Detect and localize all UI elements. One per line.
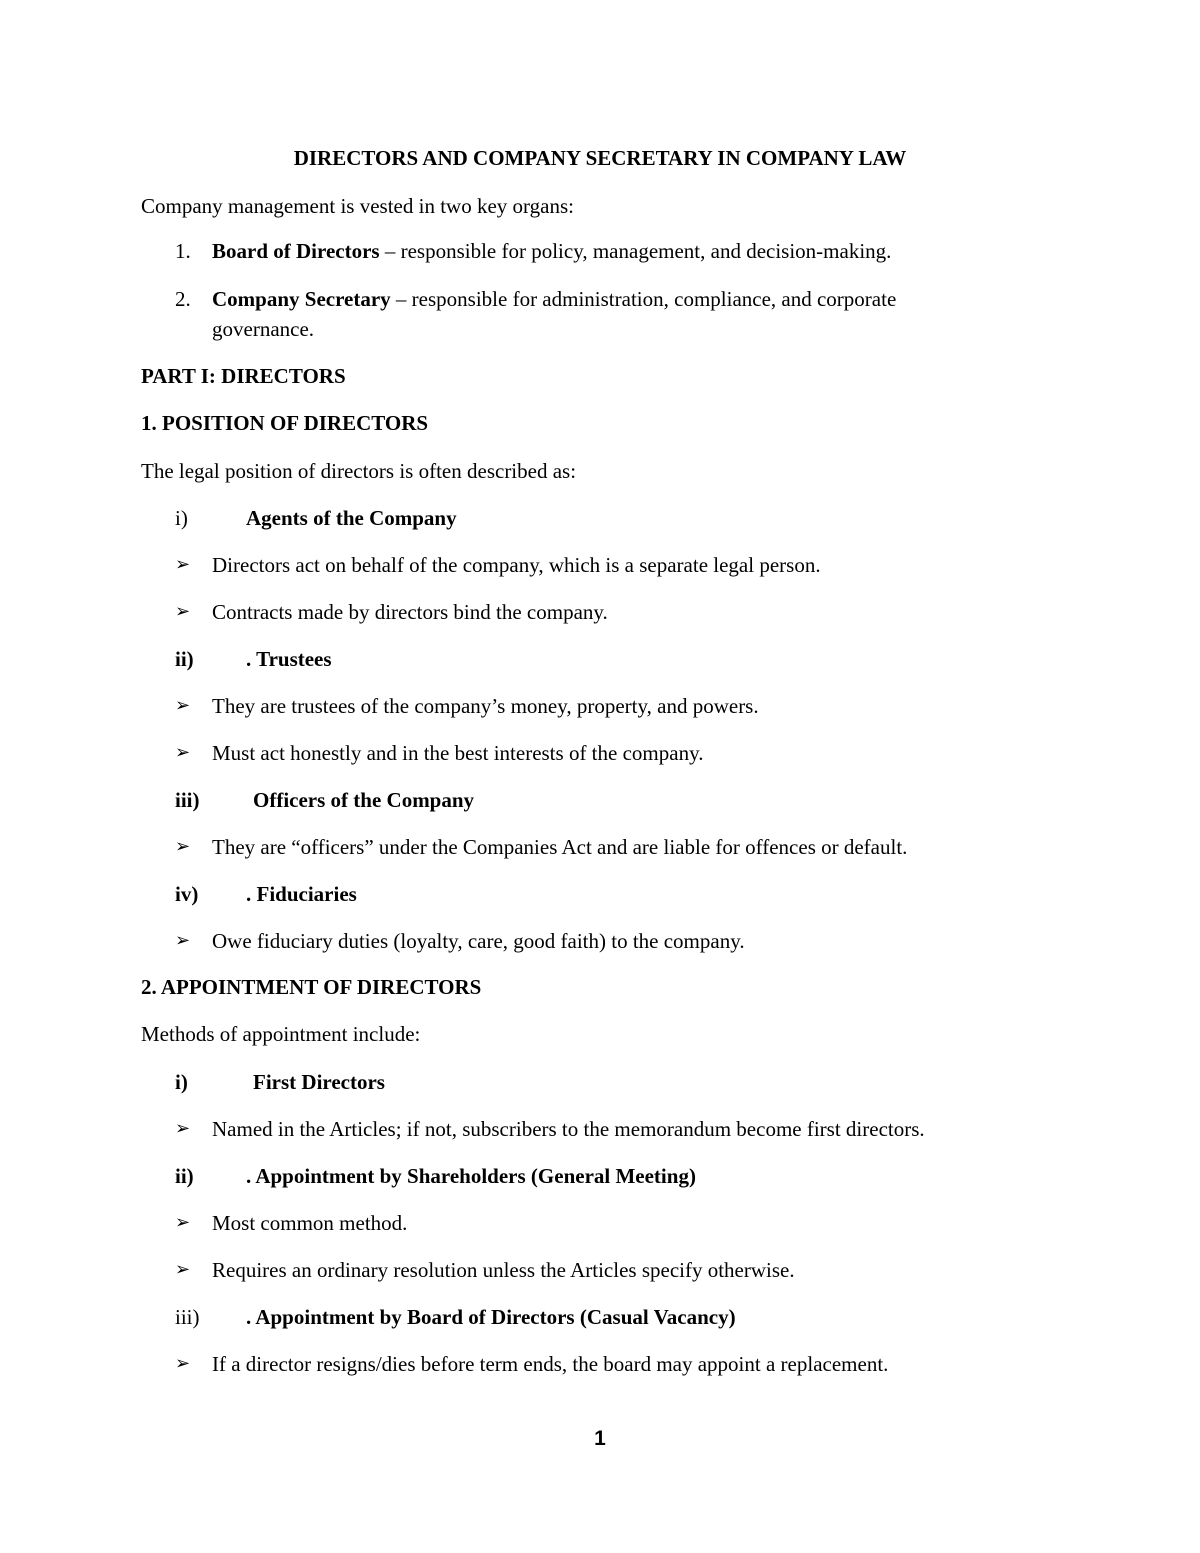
arrow-bullet-icon: ➢ — [175, 836, 191, 857]
subheading: . Fiduciaries — [246, 882, 357, 906]
section-intro: Methods of appointment include: — [141, 1022, 421, 1046]
arrow-bullet-icon: ➢ — [175, 1259, 191, 1280]
organ-item-secretary — [212, 285, 896, 313]
bullet-text: Contracts made by directors bind the company. — [212, 600, 608, 624]
bullet-text: They are “officers” under the Companies Act and are liable for offences or default. — [212, 835, 908, 859]
arrow-bullet-icon: ➢ — [175, 1212, 191, 1233]
organ-term: Company Secretary — [212, 287, 391, 311]
bullet-text: Most common method. — [212, 1211, 408, 1235]
arrow-bullet-icon: ➢ — [175, 1118, 191, 1139]
arrow-bullet-icon: ➢ — [175, 601, 191, 622]
roman-numeral: iv) — [175, 882, 199, 906]
arrow-bullet-icon: ➢ — [175, 695, 191, 716]
organ-term: Board of Directors — [212, 239, 380, 263]
organ-number: 2. — [175, 287, 191, 311]
organ-desc: – responsible for policy, management, and decision-making. — [379, 239, 892, 263]
intro-text: Company management is vested in two key organs: — [141, 194, 574, 218]
arrow-bullet-icon: ➢ — [175, 1353, 191, 1374]
organ-item-board — [212, 237, 891, 265]
roman-numeral: iii) — [175, 1305, 200, 1329]
roman-numeral: i) — [175, 1070, 188, 1094]
organ-number: 1. — [175, 239, 191, 263]
roman-numeral: ii) — [175, 647, 194, 671]
roman-numeral: i) — [175, 506, 188, 530]
bullet-text: Requires an ordinary resolution unless the Articles specify otherwise. — [212, 1258, 795, 1282]
roman-numeral: iii) — [175, 788, 200, 812]
subheading: Officers of the Company — [253, 788, 475, 812]
section-heading: 2. APPOINTMENT OF DIRECTORS — [141, 975, 482, 999]
subheading: . Appointment by Shareholders (General Meeting) — [246, 1164, 696, 1188]
bullet-text: If a director resigns/dies before term ends, the board may appoint a replacement. — [212, 1352, 889, 1376]
bullet-text: They are trustees of the company’s money, property, and powers. — [212, 694, 759, 718]
arrow-bullet-icon: ➢ — [175, 930, 191, 951]
document-title: DIRECTORS AND COMPANY SECRETARY IN COMPANY LAW — [293, 146, 907, 170]
subheading: . Trustees — [246, 647, 332, 671]
page-number: 1 — [594, 1427, 606, 1450]
arrow-bullet-icon: ➢ — [175, 554, 191, 575]
section-heading: 1. POSITION OF DIRECTORS — [141, 411, 429, 435]
bullet-text: Named in the Articles; if not, subscribers to the memorandum become first directors. — [212, 1117, 925, 1141]
subheading: First Directors — [253, 1070, 385, 1094]
arrow-bullet-icon: ➢ — [175, 742, 191, 763]
roman-numeral: ii) — [175, 1164, 194, 1188]
bullet-text: Owe fiduciary duties (loyalty, care, good faith) to the company. — [212, 929, 745, 953]
organ-desc-continued: governance. — [212, 317, 315, 341]
bullet-text: Must act honestly and in the best interests of the company. — [212, 741, 704, 765]
subheading: Agents of the Company — [246, 506, 457, 530]
organ-desc: – responsible for administration, compliance, and corporate — [390, 287, 897, 311]
bullet-text: Directors act on behalf of the company, which is a separate legal person. — [212, 553, 821, 577]
part-heading: PART I: DIRECTORS — [141, 364, 346, 388]
subheading: . Appointment by Board of Directors (Casual Vacancy) — [246, 1305, 736, 1329]
section-intro: The legal position of directors is often described as: — [141, 459, 577, 483]
